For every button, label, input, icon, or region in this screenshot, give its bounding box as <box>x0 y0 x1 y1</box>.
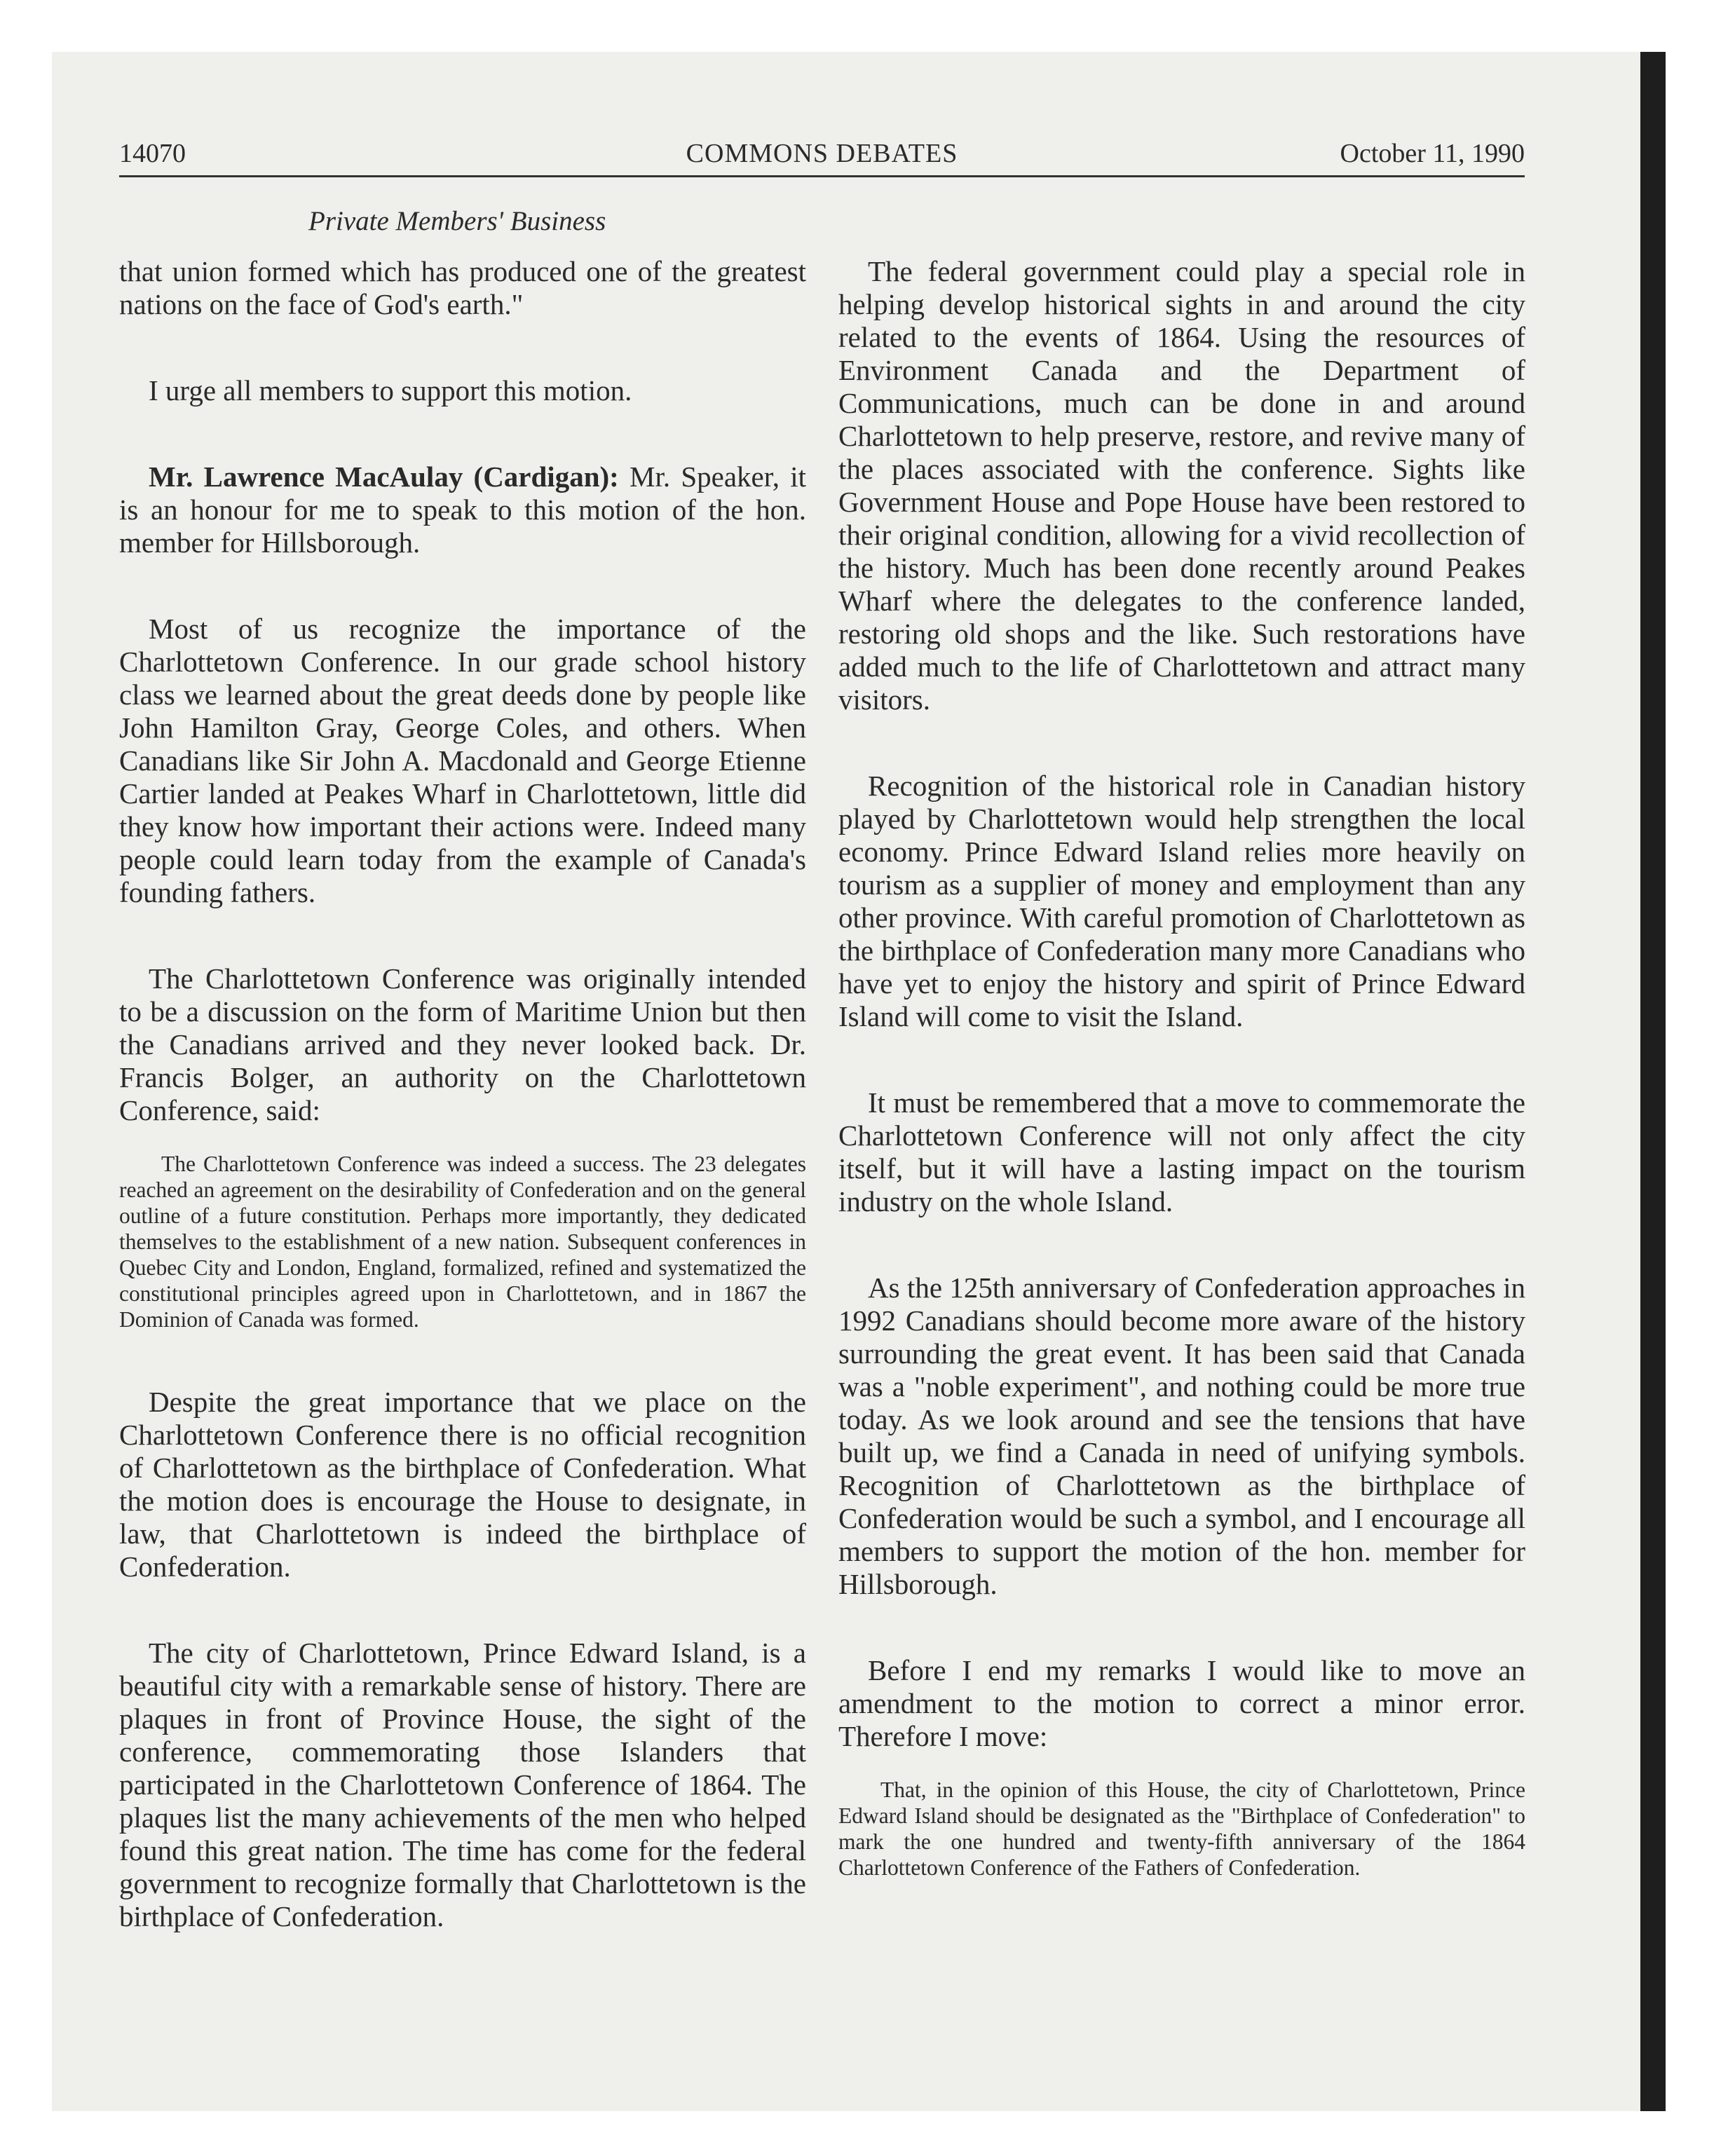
speaker-name: Mr. Lawrence MacAulay (Cardigan): <box>149 460 619 493</box>
paragraph: The city of Charlottetown, Prince Edward Island, is a beautiful city with a remarkable sense of history. There are plaques in front of Province House, the sight of the conference, commemorating those Islanders that participated in the Charlottetown Conference of 1864. The plaques list the many achievements of the men who helped found this great nation. The time has come for the federal government to recognize formally that Charlottetown is the birthplace of Confederation. <box>119 1637 806 1932</box>
paragraph: that union formed which has produced one of the greatest nations on the face of God's earth." <box>119 255 806 320</box>
speaker-paragraph <box>119 460 806 559</box>
speaker-text: Mr. Speaker, it is an honour for me to speak to this motion of the hon. member for Hillsborough. <box>119 460 806 559</box>
left-column <box>119 255 806 1986</box>
paragraph: Recognition of the historical role in Canadian history played by Charlottetown would help strengthen the local economy. Prince Edward Island relies more heavily on tourism as a supplier of money and employment than any other province. With careful promotion of Charlottetown as the birthplace of Confederation many more Canadians who have yet to enjoy the history and spirit of Prince Edward Island will come to visit the Island. <box>838 770 1525 1032</box>
page-number: 14070 <box>119 139 186 168</box>
paragraph: It must be remembered that a move to commemorate the Charlottetown Conference will not only affect the city itself, but it will have a lasting impact on the tourism industry on the whole Island. <box>838 1086 1525 1217</box>
section-heading: Private Members' Business <box>308 206 606 236</box>
right-column <box>838 255 1525 1934</box>
paragraph: I urge all members to support this motion. <box>149 374 632 407</box>
paragraph: The Charlottetown Conference was originally intended to be a discussion on the form of Maritime Union but then the Canadians arrived and they never looked back. Dr. Francis Bolger, an authority on the Charlottetown Conference, said: <box>119 962 806 1126</box>
paragraph: The federal government could play a special role in helping develop historical sights in and around the city related to the events of 1864. Using the resources of Environment Canada and the Department of Communications, much can be done in and around Charlottetown to help preserve, restore, and revive many of the places associated with the conference. Sights like Government House and Pope House have been restored to their original condition, allowing for a vivid recollection of the history. Much has been done recently around Peakes Wharf where the delegates to the conference landed, restoring old shops and the like. Such restorations have added much to the life of Charlottetown and attract many visitors. <box>838 255 1525 716</box>
publication-date: October 11, 1990 <box>1340 139 1525 168</box>
running-header <box>119 133 1525 174</box>
scan-border-edge <box>1640 52 1666 2111</box>
block-quote: The Charlottetown Conference was indeed a success. The 23 delegates reached an agreement on the desirability of Confederation and on the general outline of a future constitution. Perhaps more importantly, they dedicated themselves to the establishment of a new nation. Subsequent conferences in Quebec City and London, England, formalized, refined and systematized the constitutional principles agreed upon in Charlottetown, and in 1867 the Dominion of Canada was formed. <box>119 1152 806 1332</box>
paragraph: Before I end my remarks I would like to move an amendment to the motion to correct a minor error. Therefore I move: <box>838 1654 1525 1752</box>
motion-quote: That, in the opinion of this House, the city of Charlottetown, Prince Edward Island should be designated as the "Birthplace of Confederation" to mark the one hundred and twenty-fifth anniversary of the 1864 Charlottetown Conference of the Fathers of Confederation. <box>838 1778 1525 1880</box>
header-rule <box>119 175 1525 177</box>
publication-title: COMMONS DEBATES <box>686 139 958 168</box>
paragraph: As the 125th anniversary of Confederation approaches in 1992 Canadians should become more aware of the history surrounding the great event. It has been said that Canada was a "noble experiment", and nothing could be more true today. As we look around and see the tensions that have built up, we find a Canada in need of unifying symbols. Recognition of Charlottetown as the birthplace of Confederation would be such a symbol, and I encourage all members to support the motion of the hon. member for Hillsborough. <box>838 1271 1525 1600</box>
paragraph: Most of us recognize the importance of the Charlottetown Conference. In our grade school history class we learned about the great deeds done by people like John Hamilton Gray, George Coles, and others. When Canadians like Sir John A. Macdonald and George Etienne Cartier landed at Peakes Wharf in Charlottetown, little did they know how important their actions were. Indeed many people could learn today from the example of Canada's founding fathers. <box>119 613 806 908</box>
paragraph: Despite the great importance that we place on the Charlottetown Conference there is no official recognition of Charlottetown as the birthplace of Confederation. What the motion does is encourage the House to designate, in law, that Charlottetown is indeed the birthplace of Confederation. <box>119 1386 806 1583</box>
